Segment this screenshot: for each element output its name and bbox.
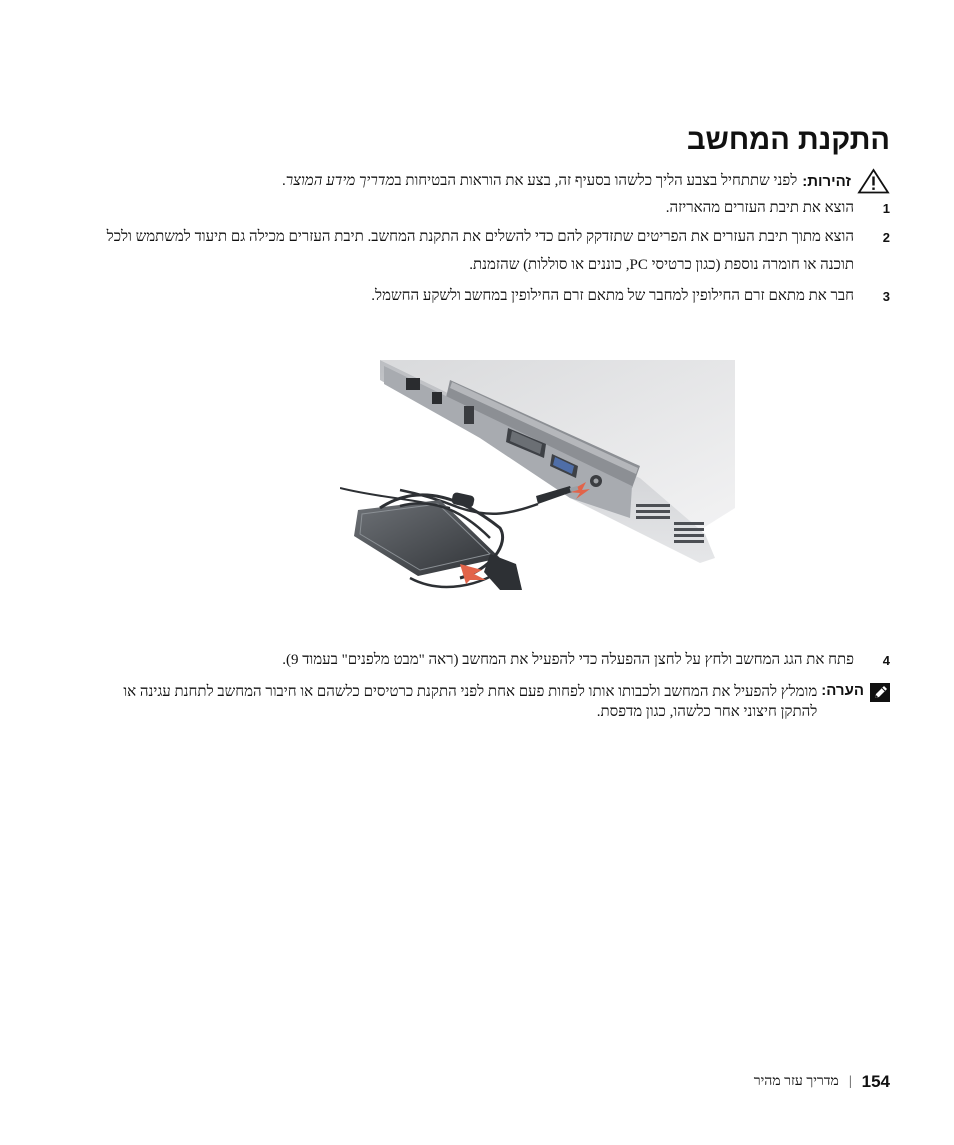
step-2 (100, 229, 890, 279)
warning-triangle-icon (857, 168, 890, 194)
step-number: 1 (882, 201, 890, 216)
footer-separator: | (848, 1074, 852, 1089)
step-number: 2 (882, 230, 890, 245)
step-3 (100, 288, 890, 310)
step-text: הוצא את תיבת העזרים מהאריזה. (665, 200, 854, 216)
page-footer (754, 1072, 890, 1092)
page-title: התקנת המחשב (686, 124, 890, 156)
step-text: חבר את מתאם זרם החילופין למחבר של מתאם זרם החילופין במחשב ולשקע החשמל. (371, 288, 854, 304)
step-1 (100, 200, 890, 222)
ac-adapter-illustration (340, 358, 740, 594)
warning-label: זהירות: (802, 172, 851, 190)
step-number: 4 (882, 653, 890, 668)
warning-notice (60, 168, 890, 194)
note-pencil-icon (870, 683, 890, 702)
step-number: 3 (882, 289, 890, 304)
note-label: הערה: (821, 682, 864, 699)
step-4 (100, 652, 890, 674)
footer-guide-title: מדריך עזר מהיר (753, 1074, 839, 1089)
step-text: הוצא מתוך תיבת העזרים את הפריטים שתזדקק להם כדי להשלים את התקנת המחשב. תיבת העזרים מכילה גם תיעוד למשתמש ולכל תוכנה או חומרה נוספת (כגון כרטיסי PC, כוננים או סוללות) שהזמנת. (106, 229, 854, 273)
note (120, 682, 890, 722)
note-text: מומלץ להפעיל את המחשב ולכבותו אותו לפחות פעם אחת לפני התקנת כרטיסים כלשהם או חיבור המחשב לתחנת עגינה או להתקן חיצוני אחר כלשהו, כגון מדפסת. (123, 684, 818, 720)
guide-reference: מדריך מידע המוצר (285, 172, 395, 189)
warning-text: לפני שתתחיל בצבע הליך כלשהו בסעיף זה, בצע את הוראות הבטיחות במדריך מידע המוצר. (281, 172, 798, 189)
page-number: 154 (861, 1072, 890, 1091)
step-text: פתח את הגג המחשב ולחץ על לחצן ההפעלה כדי להפעיל את המחשב (ראה "מבט מלפנים" בעמוד 9). (282, 652, 854, 668)
